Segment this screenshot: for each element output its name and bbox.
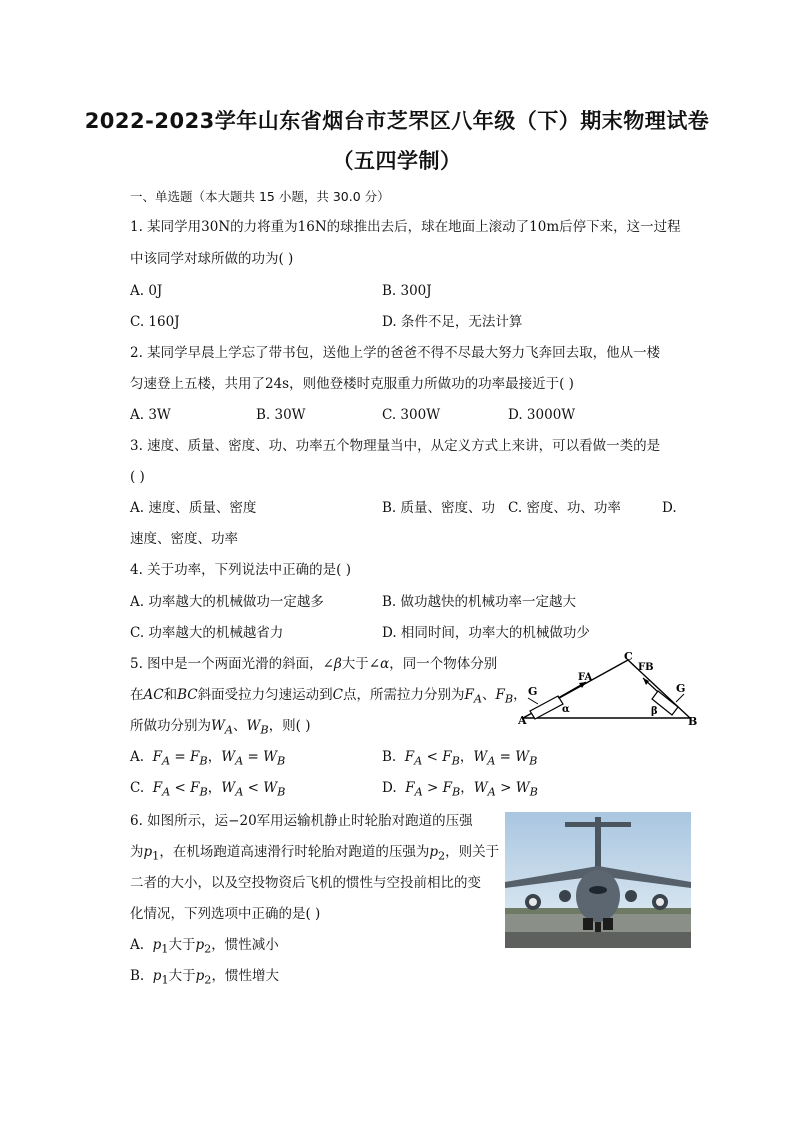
q6-option-a: A. $p_1$大于$p_2$，惯性减小 [130,937,279,956]
q4-text: 4. 关于功率，下列说法中正确的是( ) [130,562,351,578]
q3-option-d-letter: D. [662,500,677,516]
q1-option-d: D. 条件不足，无法计算 [382,314,523,330]
label-FA: FA [578,672,593,683]
exam-title: 2022-2023学年山东省烟台市芝罘区八年级（下）期末物理试卷 [84,109,710,133]
q2-option-b: B. 30W [256,407,306,423]
q5-option-d: D. $F_A > F_B$，$W_A > W_B$ [382,780,538,799]
q2-option-c: C. 300W [382,407,441,423]
q4-option-c: C. 功率越大的机械越省力 [130,625,284,641]
label-G-left: G [528,685,538,698]
q5-option-c: C. $F_A < F_B$，$W_A < W_B$ [130,780,286,799]
label-G-right: G [676,682,686,695]
q6-text-line1: 6. 如图所示，运−20军用运输机静止时轮胎对跑道的压强 [130,813,473,829]
transport-aircraft-image [505,812,691,948]
section-heading: 一、单选题（本大题共 15 小题，共 30.0 分） [130,189,390,204]
q6-text-line3: 二者的大小，以及空投物资后飞机的惯性与空投前相比的变 [130,875,481,891]
q3-option-d-text: 速度、密度、功率 [130,531,238,547]
label-beta: β [651,706,658,717]
q4-option-a: A. 功率越大的机械做功一定越多 [130,594,324,610]
q3-option-b: B. 质量、密度、功 [382,500,496,516]
q1-text-line2: 中该同学对球所做的功为( ) [130,251,294,267]
q3-option-a: A. 速度、质量、密度 [130,500,257,516]
q3-text-line1: 3. 速度、质量、密度、功、功率五个物理量当中，从定义方式上来讲，可以看做一类的是 [130,438,661,454]
label-FB: FB [638,662,654,673]
q6-text-line2: 为$p_1$，在机场跑道高速滑行时轮胎对跑道的压强为$p_2$，则关于 [130,844,500,863]
q3-option-c: C. 密度、功、功率 [508,500,621,516]
q1-text-line1: 1. 某同学用30N的力将重为16N的球推出去后，球在地面上滚动了10m后停下来，这一过程 [130,219,681,235]
q6-text-line4: 化情况，下列选项中正确的是( ) [130,906,321,922]
q5-text-line1: 5. 图中是一个两面光滑的斜面，∠β大于∠α，同一个物体分别 [130,656,498,672]
q2-option-d: D. 3000W [508,407,576,423]
q2-text-line2: 匀速登上五楼，共用了24s，则他登楼时克服重力所做功的功率最接近于( ) [130,376,574,392]
q1-option-b: B. 300J [382,283,432,299]
q2-option-a: A. 3W [130,407,171,423]
q1-option-c: C. 160J [130,314,180,330]
label-B: B [688,715,698,725]
q4-option-b: B. 做功越快的机械功率一定越大 [382,594,577,610]
q5-text-line3: 所做功分别为$W_A$、$W_B$，则( ) [130,718,311,737]
q1-option-a: A. 0J [130,283,163,299]
q2-text-line1: 2. 某同学早晨上学忘了带书包，送他上学的爸爸不得不尽最大努力飞奔回去取，他从一楼 [130,345,661,361]
exam-subtitle: （五四学制） [332,149,462,173]
q5-option-b: B. $F_A < F_B$，$W_A = W_B$ [382,749,538,768]
label-A: A [518,714,527,725]
incline-diagram [518,650,698,725]
q5-option-a: A. $F_A = F_B$，$W_A = W_B$ [130,749,286,768]
q4-option-d: D. 相同时间，功率大的机械做功少 [382,625,590,641]
label-C: C [624,650,633,663]
q5-text-line2: 在AC和BC斜面受拉力匀速运动到C点，所需拉力分别为$F_A$、$F_B$， [130,687,527,706]
q3-text-line2: ( ) [130,469,145,485]
label-alpha: α [562,704,570,715]
q6-option-b: B. $p_1$大于$p_2$，惯性增大 [130,968,279,987]
